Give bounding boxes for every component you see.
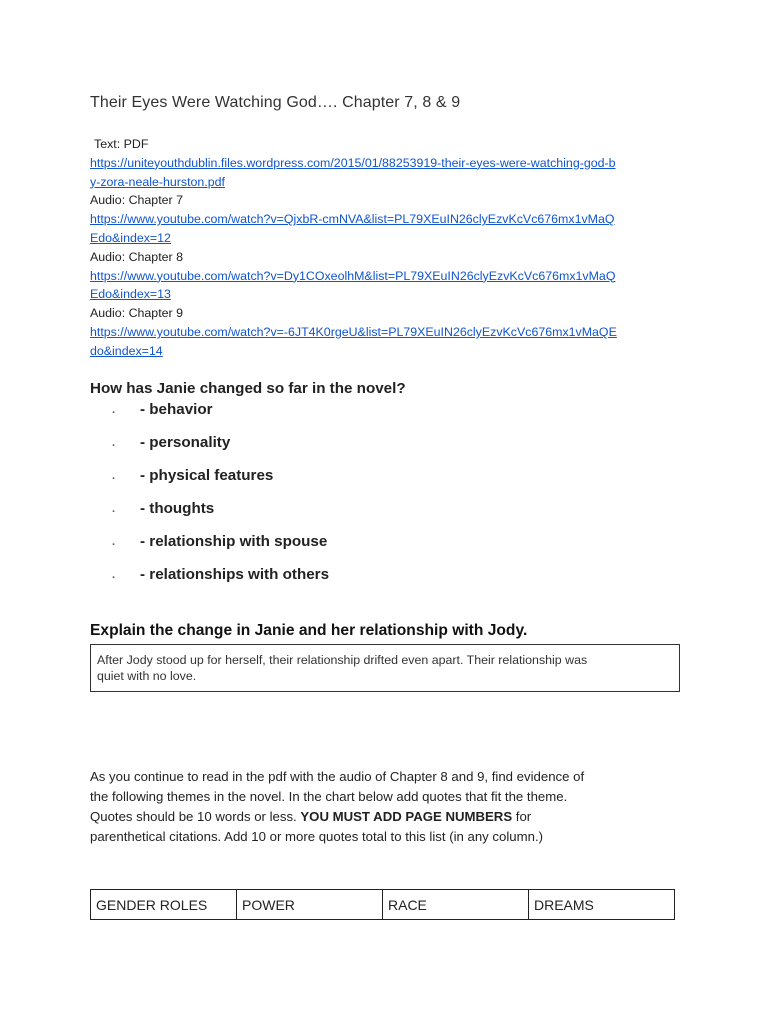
list-marker: .	[112, 569, 116, 581]
chapter-7-audio-link-line-2[interactable]: Edo&index=12	[90, 230, 171, 245]
instructions-line-3-start: Quotes should be 10 words or less.	[90, 809, 301, 824]
chapter-9-audio-link-line-1[interactable]: https://www.youtube.com/watch?v=-6JT4K0rgeU&list=PL79XEuIN26clyEzvKcVc676mx1vMaQE	[90, 324, 617, 339]
chapter-8-audio-link-line-1[interactable]: https://www.youtube.com/watch?v=Dy1COxeolhM&list=PL79XEuIN26clyEzvKcVc676mx1vMaQ	[90, 268, 616, 283]
header-dreams[interactable]: DREAMS	[529, 890, 675, 920]
list-item	[112, 466, 612, 499]
header-gender-roles[interactable]: GENDER ROLES	[91, 890, 237, 920]
resource-list	[90, 135, 680, 361]
list-marker: .	[112, 503, 116, 515]
resource-label-chapter-7: Audio: Chapter 7	[90, 193, 183, 208]
page-numbers-emphasis: YOU MUST ADD PAGE NUMBERS	[300, 809, 513, 824]
themes-table	[90, 889, 675, 920]
list-item	[112, 499, 612, 532]
list-item-text: - relationship with spouse	[140, 533, 328, 550]
resource-label-chapter-8: Audio: Chapter 8	[90, 249, 183, 264]
resource-label-text-pdf: Text: PDF	[94, 137, 149, 151]
instructions-line-1: As you continue to read in the pdf with the audio of Chapter 8 and 9, find evidence of	[90, 769, 585, 784]
list-item-text: - relationships with others	[140, 566, 330, 583]
change-aspects-list	[112, 400, 612, 598]
header-power[interactable]: POWER	[237, 890, 383, 920]
list-marker: .	[112, 404, 116, 416]
pdf-link-line-2[interactable]: y-zora-neale-hurston.pdf	[90, 174, 225, 189]
chapter-7-audio-link-line-1[interactable]: https://www.youtube.com/watch?v=QjxbR-cmNVA&list=PL79XEuIN26clyEzvKcVc676mx1vMaQ	[90, 212, 615, 227]
answer-box[interactable]	[90, 644, 680, 692]
table-header-row	[91, 890, 675, 920]
resource-label-chapter-9: Audio: Chapter 9	[90, 306, 183, 321]
answer-line-2: quiet with no love.	[97, 668, 197, 683]
list-item	[112, 532, 612, 565]
instructions-line-2: the following themes in the novel. In the chart below add quotes that fit the theme.	[90, 789, 568, 804]
list-item	[112, 433, 612, 466]
list-item-text: - behavior	[140, 401, 213, 418]
explain-heading: Explain the change in Janie and her relationship with Jody.	[90, 622, 528, 639]
list-item-text: - personality	[140, 434, 231, 451]
list-marker: .	[112, 536, 116, 548]
list-marker: .	[112, 437, 116, 449]
document-title: Their Eyes Were Watching God…. Chapter 7, 8 & 9	[90, 94, 461, 111]
list-marker: .	[112, 470, 116, 482]
list-item	[112, 565, 612, 598]
list-item-text: - physical features	[140, 467, 274, 484]
instructions-line-4: parenthetical citations. Add 10 or more quotes total to this list (in any column.)	[90, 829, 544, 844]
chapter-8-audio-link-line-2[interactable]: Edo&index=13	[90, 287, 171, 302]
list-item-text: - thoughts	[140, 500, 215, 517]
question-heading: How has Janie changed so far in the novel?	[90, 380, 406, 397]
instructions-line-3	[90, 807, 680, 827]
chapter-9-audio-link-line-2[interactable]: do&index=14	[90, 343, 163, 358]
instructions-paragraph	[90, 767, 680, 847]
header-race[interactable]: RACE	[383, 890, 529, 920]
list-item	[112, 400, 612, 433]
pdf-link-line-1[interactable]: https://uniteyouthdublin.files.wordpress.com/2015/01/88253919-their-eyes-were-watching-god-b	[90, 155, 616, 170]
answer-line-1: After Jody stood up for herself, their relationship drifted even apart. Their relationship was	[97, 653, 588, 667]
instructions-line-3-end: for	[512, 809, 532, 824]
